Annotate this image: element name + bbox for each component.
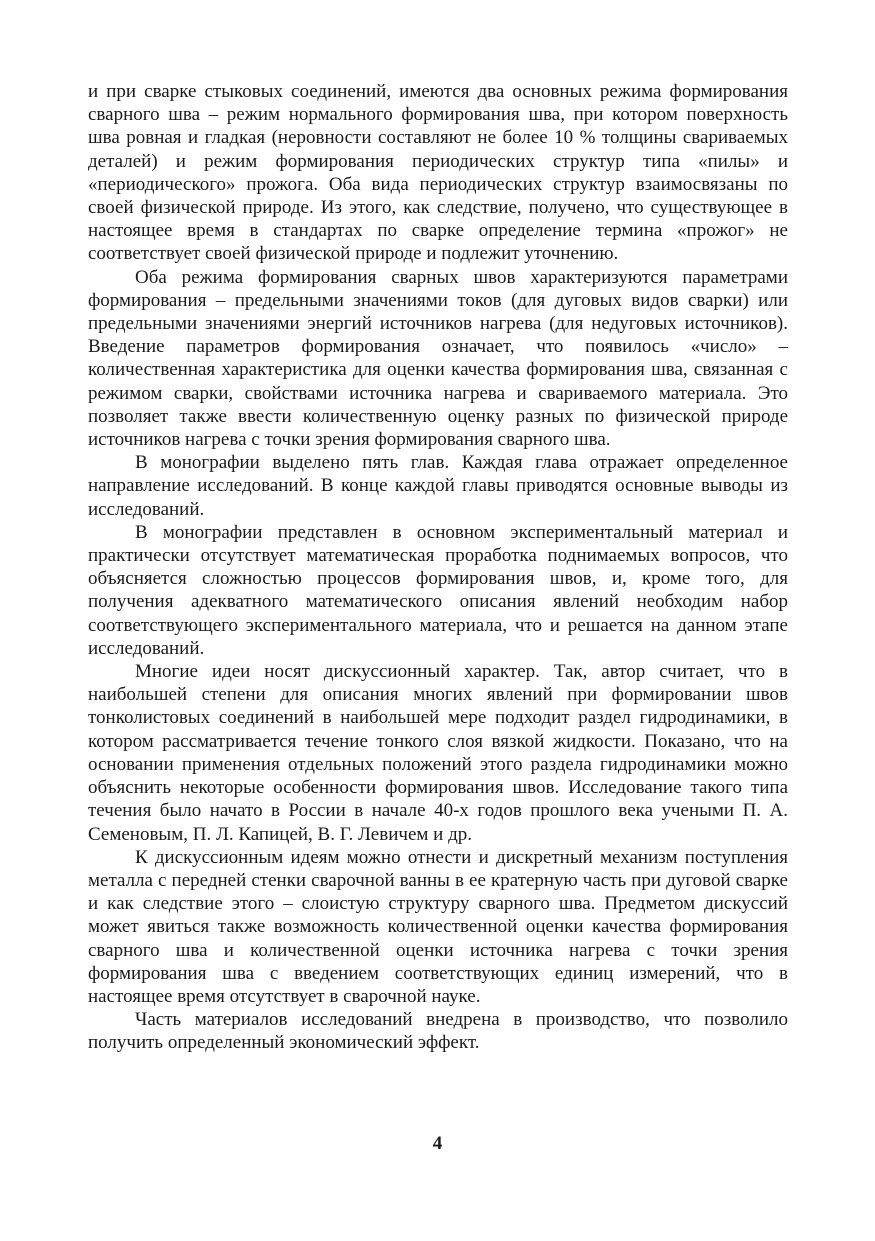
page-body: [88, 80, 788, 1055]
paragraph-6: К дискуссионным идеям можно отнести и дискретный механизм поступления металла с передней стенки сварочной ванны в ее кратерную часть при дуговой сварке и как следствие этого – слоистую структуру сварного шва. Предметом дискуссий может явиться также возможность количественной оценки качества формирования сварного шва и количественной оценки источника нагрева с точки зрения формирования шва с введением соответствующих единиц измерений, что в настоящее время отсутствует в сварочной науке.: [88, 846, 788, 1007]
paragraph-2: Оба режима формирования сварных швов характеризуются параметрами формирования – предельными значениями токов (для дуговых видов сварки) или предельными значениями энергий источников нагрева (для недуговых источников). Введение параметров формирования означает, что появилось «число» – количественная характеристика для оценки качества формирования шва, связанная с режимом сварки, свойствами источника нагрева и свариваемого материала. Это позволяет также ввести количественную оценку разных по физической природе источников нагрева с точки зрения формирования сварного шва.: [88, 266, 788, 451]
page-number: 4: [432, 1133, 443, 1154]
paragraph-7: Часть материалов исследований внедрена в производство, что позволило получить определенный экономический эффект.: [88, 1009, 788, 1054]
paragraph-1: и при сварке стыковых соединений, имеются два основных режима формирования сварного шва – режим нормального формирования шва, при котором поверхность шва ровная и гладкая (неровности составляют не более 10 % толщины свариваемых деталей) и режим формирования периодических структур типа «пилы» и «периодического» прожога. Оба вида периодических структур взаимосвязаны по своей физической природе. Из этого, как следствие, получено, что существующее в настоящее время в стандартах по сварке определение термина «прожог» не соответствует своей физической природе и подлежит уточнению.: [88, 81, 788, 265]
paragraph-4: В монографии представлен в основном экспериментальный материал и практически отсутствует математическая проработка поднимаемых вопросов, что объясняется сложностью процессов формирования швов, и, кроме того, для получения адекватного математического описания явлений необходим набор соответствующего экспериментального материала, что и решается на данном этапе исследований.: [88, 521, 788, 659]
paragraph-5: Многие идеи носят дискуссионный характер. Так, автор считает, что в наибольшей степени для описания многих явлений при формировании швов тонколистовых соединений в наибольшей мере подходит раздел гидродинамики, в котором рассматривается течение тонкого слоя вязкой жидкости. Показано, что на основании применения отдельных положений этого раздела гидродинамики можно объяснить некоторые особенности формирования швов. Исследование такого типа течения было начато в России в начале 40-х годов прошлого века учеными П. А. Семеновым, П. Л. Капицей, В. Г. Левичем и др.: [88, 661, 788, 845]
paragraph-3: В монографии выделено пять глав. Каждая глава отражает определенное направление исследований. В конце каждой главы приводятся основные выводы из исследований.: [88, 452, 788, 520]
